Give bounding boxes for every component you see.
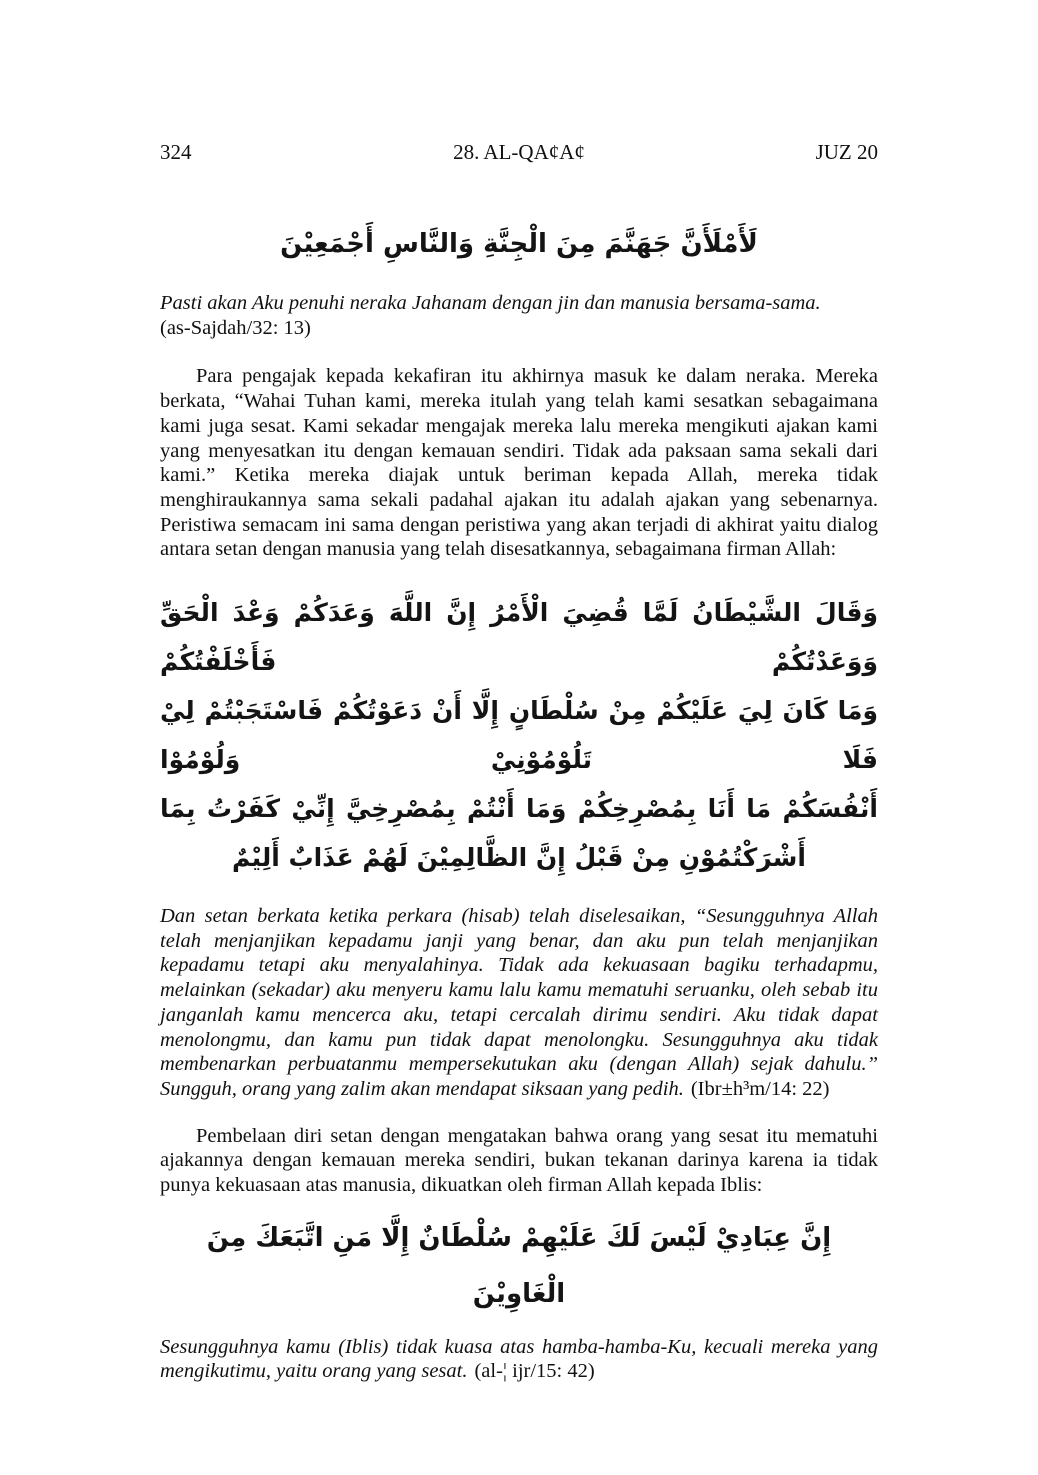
translation-hijr-text: Sesungguhnya kamu (Iblis) tidak kuasa atas hamba-hamba-Ku, kecuali mereka yang mengikutimu, yaitu orang yang sesat. — [160, 1335, 878, 1383]
arabic-verse-sajdah: لَأَمْلَأَنَّ جَهَنَّمَ مِنَ الْجِنَّةِ وَالنَّاسِ أَجْمَعِيْنَ — [280, 229, 758, 259]
arabic-verse-ibrahim-line-3: أَنْفُسَكُمْ مَا أَنَا بِمُصْرِخِكُمْ وَمَا أَنْتُمْ بِمُصْرِخِيَّ إِنِّيْ كَفَرْتُ بِمَا — [160, 794, 878, 824]
translation-hijr-reference: (al-¦ ijr/15: 42) — [474, 1360, 595, 1383]
translation-ibrahim — [160, 904, 878, 1102]
commentary-paragraph-1: Para pengajak kepada kekafiran itu akhirnya masuk ke dalam neraka. Mereka berkata, “Wahai Tuhan kami, mereka itulah yang telah kami sesatkan sebagaimana kami juga sesat. Kami sekadar mengajak mereka lalu mereka mengikuti ajakan kami yang menyesatkan itu dengan kemauan sendiri. Tidak ada paksaan sama sekali dari kami.” Ketika mereka diajak untuk beriman kepada Allah, mereka tidak menghiraukannya sama sekali padahal ajakan itu adalah ajakan yang sebenarnya. Peristiwa semacam ini sama dengan peristiwa yang akan terjadi di akhirat yaitu dialog antara setan dengan manusia yang telah disesatkannya, sebagaimana firman Allah: — [160, 365, 878, 561]
arabic-verse-ibrahim-line-2: وَمَا كَانَ لِيَ عَلَيْكُمْ مِنْ سُلْطَانٍ إِلَّا أَنْ دَعَوْتُكُمْ فَاسْتَجَبْتُمْ لِيْ فَلَا تَلُوْمُوْنِيْ وَلُوْمُوْا — [160, 696, 878, 775]
arabic-verse-ibrahim-line-1: وَقَالَ الشَّيْطَانُ لَمَّا قُضِيَ الْأَمْرُ إِنَّ اللَّهَ وَعَدَكُمْ وَعْدَ الْحَقِّ وَوَعَدْتُكُمْ فَأَخْلَفْتُكُمْ — [160, 598, 878, 677]
commentary-paragraph-2: Pembelaan diri setan dengan mengatakan bahwa orang yang sesat itu mematuhi ajakannya dengan kemauan mereka sendiri, bukan tekanan darinya karena ia tidak punya kekuasaan atas manusia, dikuatkan oleh firman Allah kepada Iblis: — [160, 1124, 878, 1197]
chapter-title: 28. AL-QA¢A¢ — [453, 140, 585, 164]
arabic-verse-hijr: إِنَّ عِبَادِيْ لَيْسَ لَكَ عَلَيْهِمْ سُلْطَانٌ إِلَّا مَنِ اتَّبَعَكَ مِنَ الْغَاوِيْنَ — [206, 1222, 832, 1309]
page-header — [160, 140, 878, 164]
translation-ibrahim-reference: (Ibr±h³m/14: 22) — [690, 1077, 830, 1100]
translation-ibrahim-text: Dan setan berkata ketika perkara (hisab) telah diselesaikan, “Sesungguhnya Allah telah menjanjikan kepadamu janji yang benar, dan aku pun telah menjanjikan kepadamu tetapi aku menyalahinya. Tidak ada kekuasaan bagiku terhadapmu, melainkan (sekadar) aku menyeru kamu lalu kamu mematuhi seruanku, oleh sebab itu janganlah kamu mencerca aku, tetapi cercalah dirimu sendiri. Aku tidak dapat menolongmu, dan kamu pun tidak dapat menolongku. Sesungguhnya aku tidak membenarkan perbuatanmu mempersekutukan aku (dengan Allah) sejak dahulu.” Sungguh, orang yang zalim akan mendapat siksaan yang pedih. — [160, 905, 878, 1100]
juz-label: JUZ 20 — [815, 140, 878, 164]
translation-hijr — [160, 1335, 878, 1384]
translation-sajdah — [160, 291, 878, 340]
translation-sajdah-text: Pasti akan Aku penuhi neraka Jahanam dengan jin dan manusia bersama-sama. — [160, 292, 821, 314]
page-number: 324 — [160, 140, 192, 164]
arabic-verse-ibrahim — [160, 588, 878, 882]
translation-sajdah-reference: (as-Sajdah/32: 13) — [160, 316, 311, 339]
arabic-verse-ibrahim-line-4: أَشْرَكْتُمُوْنِ مِنْ قَبْلُ إِنَّ الظَّالِمِيْنَ لَهُمْ عَذَابٌ أَلِيْمٌ — [232, 843, 806, 873]
